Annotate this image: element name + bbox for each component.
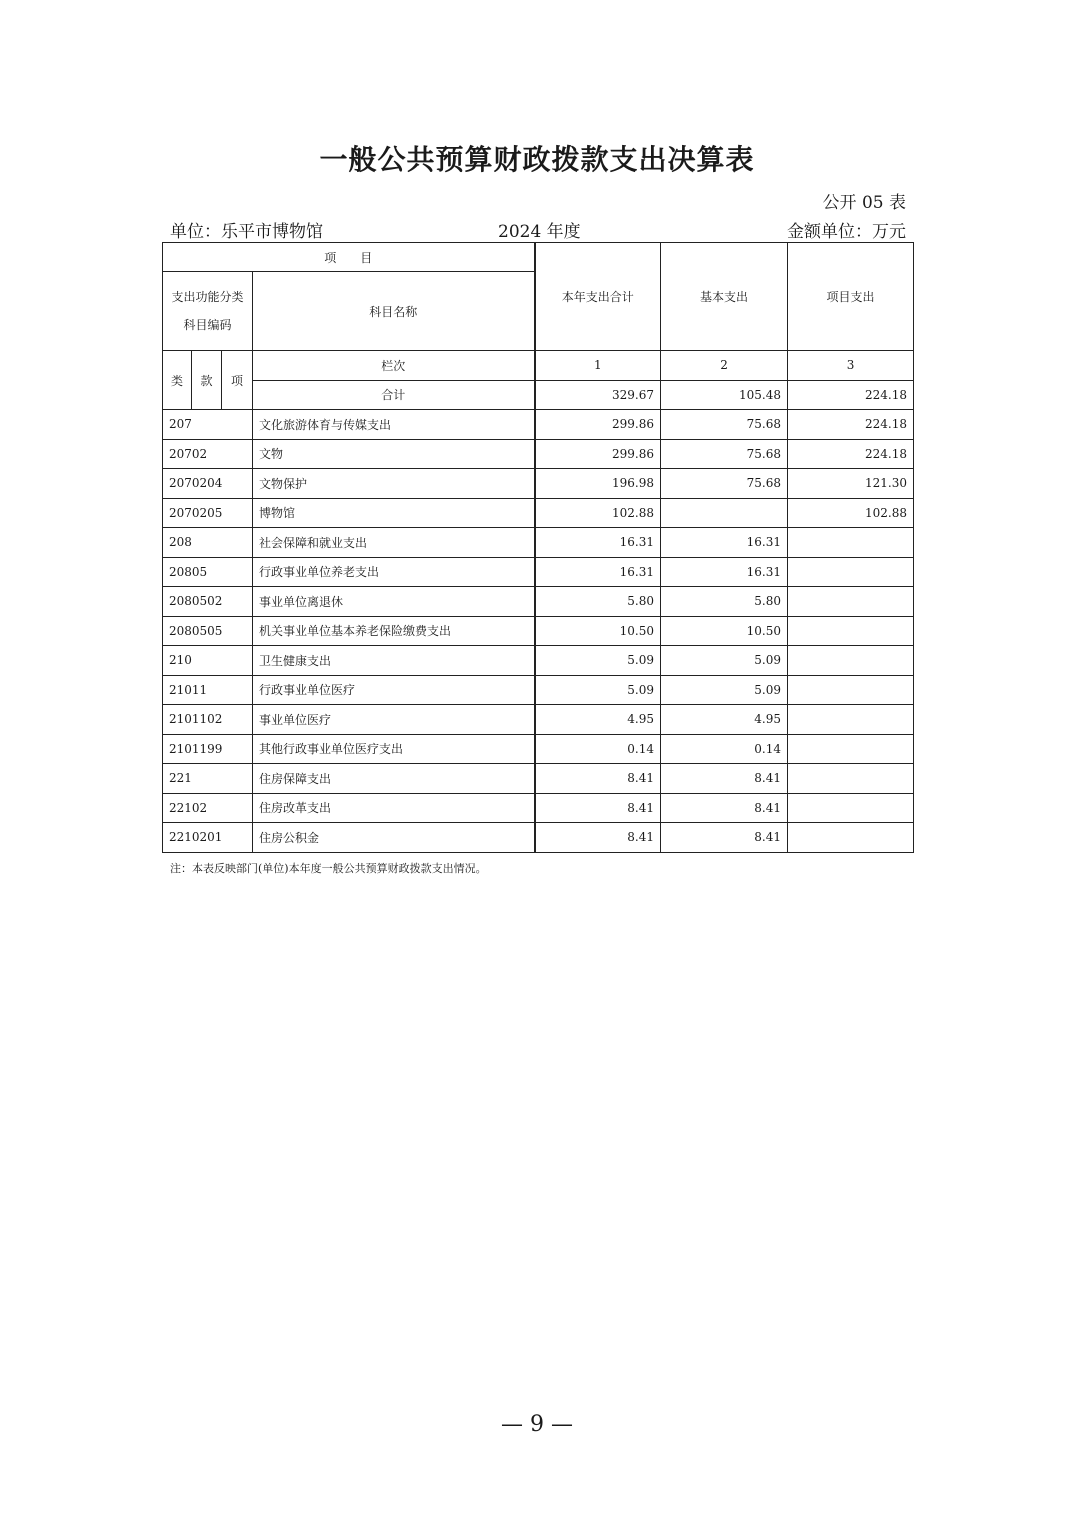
row-project — [788, 793, 914, 823]
row-project — [788, 823, 914, 853]
table-row — [163, 675, 914, 705]
row-project — [788, 646, 914, 676]
table-row — [163, 557, 914, 587]
row-basic: 5.09 — [661, 646, 788, 676]
row-total: 102.88 — [535, 498, 661, 528]
header-idx-2: 2 — [661, 351, 788, 381]
table-row — [163, 616, 914, 646]
row-subject-name: 住房保障支出 — [253, 764, 535, 794]
row-code: 20702 — [163, 439, 253, 469]
table-row — [163, 734, 914, 764]
row-code: 2070204 — [163, 469, 253, 499]
row-code: 2210201 — [163, 823, 253, 853]
row-code: 2080502 — [163, 587, 253, 617]
form-number: 公开 05 表 — [822, 193, 906, 213]
table-row — [163, 823, 914, 853]
row-total: 299.86 — [535, 439, 661, 469]
row-subject-name: 社会保障和就业支出 — [253, 528, 535, 558]
row-total: 0.14 — [535, 734, 661, 764]
row-total: 5.09 — [535, 675, 661, 705]
row-project — [788, 705, 914, 735]
header-kuan: 款 — [192, 351, 222, 410]
row-code: 2101102 — [163, 705, 253, 735]
header-idx-3: 3 — [788, 351, 914, 381]
row-basic: 5.09 — [661, 675, 788, 705]
table-row — [163, 646, 914, 676]
unit-label: 单位：乐平市博物馆 — [170, 222, 323, 242]
table-row — [163, 793, 914, 823]
row-project: 224.18 — [788, 439, 914, 469]
header-col-total: 本年支出合计 — [535, 243, 661, 351]
header-project: 项 目 — [163, 243, 535, 272]
row-project — [788, 557, 914, 587]
row-basic: 8.41 — [661, 764, 788, 794]
table-row — [163, 410, 914, 440]
row-basic: 75.68 — [661, 410, 788, 440]
row-subject-name: 文物保护 — [253, 469, 535, 499]
row-basic: 75.68 — [661, 469, 788, 499]
row-project: 121.30 — [788, 469, 914, 499]
row-total: 16.31 — [535, 528, 661, 558]
header-lei: 类 — [163, 351, 192, 410]
row-total: 16.31 — [535, 557, 661, 587]
header-xiang: 项 — [222, 351, 253, 410]
row-subject-name: 行政事业单位养老支出 — [253, 557, 535, 587]
row-total: 8.41 — [535, 764, 661, 794]
row-total: 8.41 — [535, 823, 661, 853]
budget-table — [162, 242, 914, 853]
row-total: 5.09 — [535, 646, 661, 676]
header-subject-name: 科目名称 — [253, 272, 535, 351]
header-func-class: 支出功能分类科目编码 — [163, 272, 253, 351]
row-basic: 5.80 — [661, 587, 788, 617]
row-basic: 10.50 — [661, 616, 788, 646]
amount-unit-label: 金额单位：万元 — [787, 222, 906, 242]
row-code: 2070205 — [163, 498, 253, 528]
row-subject-name: 事业单位离退休 — [253, 587, 535, 617]
row-project — [788, 528, 914, 558]
row-basic: 8.41 — [661, 823, 788, 853]
row-project: 224.18 — [788, 410, 914, 440]
total-project: 224.18 — [788, 380, 914, 410]
row-code: 21011 — [163, 675, 253, 705]
page-number: — 9 — — [501, 1412, 573, 1437]
row-basic: 16.31 — [661, 557, 788, 587]
table-row — [163, 528, 914, 558]
row-subject-name: 住房改革支出 — [253, 793, 535, 823]
table-row — [163, 705, 914, 735]
row-subject-name: 文物 — [253, 439, 535, 469]
row-basic: 75.68 — [661, 439, 788, 469]
total-sum: 329.67 — [535, 380, 661, 410]
header-lanci: 栏次 — [253, 351, 535, 381]
row-code: 20805 — [163, 557, 253, 587]
row-basic: 0.14 — [661, 734, 788, 764]
row-total: 8.41 — [535, 793, 661, 823]
row-project — [788, 675, 914, 705]
row-basic: 16.31 — [661, 528, 788, 558]
row-code: 221 — [163, 764, 253, 794]
header-idx-1: 1 — [535, 351, 661, 381]
row-code: 208 — [163, 528, 253, 558]
row-subject-name: 文化旅游体育与传媒支出 — [253, 410, 535, 440]
total-basic: 105.48 — [661, 380, 788, 410]
row-basic: 4.95 — [661, 705, 788, 735]
table-row — [163, 587, 914, 617]
table-row — [163, 439, 914, 469]
table-row — [163, 469, 914, 499]
row-code: 207 — [163, 410, 253, 440]
row-subject-name: 行政事业单位医疗 — [253, 675, 535, 705]
row-total: 299.86 — [535, 410, 661, 440]
row-project: 102.88 — [788, 498, 914, 528]
row-code: 210 — [163, 646, 253, 676]
row-subject-name: 卫生健康支出 — [253, 646, 535, 676]
table-row — [163, 498, 914, 528]
row-subject-name: 事业单位医疗 — [253, 705, 535, 735]
row-project — [788, 616, 914, 646]
row-project — [788, 734, 914, 764]
row-code: 2101199 — [163, 734, 253, 764]
row-total: 4.95 — [535, 705, 661, 735]
row-code: 22102 — [163, 793, 253, 823]
header-col-project: 项目支出 — [788, 243, 914, 351]
row-basic — [661, 498, 788, 528]
year-label: 2024 年度 — [498, 222, 581, 242]
row-project — [788, 587, 914, 617]
page-title: 一般公共预算财政拨款支出决算表 — [319, 143, 755, 176]
row-subject-name: 住房公积金 — [253, 823, 535, 853]
row-total: 196.98 — [535, 469, 661, 499]
total-label: 合计 — [253, 380, 535, 410]
row-total: 10.50 — [535, 616, 661, 646]
row-subject-name: 机关事业单位基本养老保险缴费支出 — [253, 616, 535, 646]
row-subject-name: 博物馆 — [253, 498, 535, 528]
row-subject-name: 其他行政事业单位医疗支出 — [253, 734, 535, 764]
table-row — [163, 764, 914, 794]
row-total: 5.80 — [535, 587, 661, 617]
header-col-basic: 基本支出 — [661, 243, 788, 351]
row-project — [788, 764, 914, 794]
row-code: 2080505 — [163, 616, 253, 646]
table-note: 注：本表反映部门(单位)本年度一般公共预算财政拨款支出情况。 — [170, 862, 487, 875]
row-basic: 8.41 — [661, 793, 788, 823]
